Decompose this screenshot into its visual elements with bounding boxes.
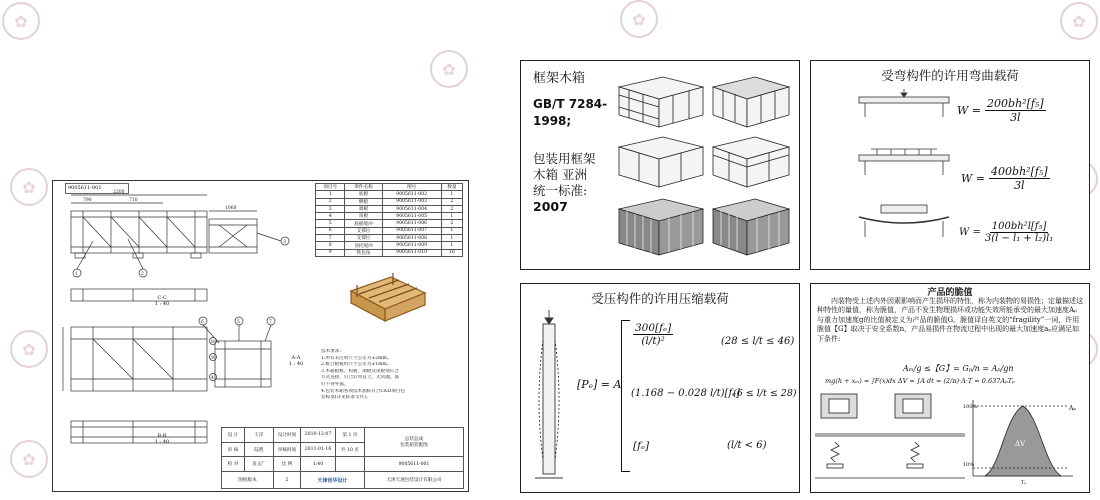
parts-table-cell: 1 bbox=[441, 227, 462, 234]
watermark-logo: ✿ bbox=[10, 330, 48, 368]
svg-text:Tₚ: Tₚ bbox=[1021, 480, 1027, 486]
parts-table-cell: 4 bbox=[316, 213, 345, 220]
section-cc-label: C-C 1 : 40 bbox=[154, 295, 170, 307]
parts-table-cell: 7 bbox=[316, 235, 345, 242]
parts-table-cell: 顶托缓冲 bbox=[345, 242, 382, 249]
svg-text:2200: 2200 bbox=[113, 190, 125, 195]
parts-table-cell: 5 bbox=[316, 220, 345, 227]
parts-table-cell: 侧板 bbox=[345, 198, 382, 205]
parts-table-cell: 8 bbox=[316, 242, 345, 249]
svg-text:100%: 100% bbox=[963, 404, 978, 410]
compression-formula-lhs: [Pₑ] = A bbox=[577, 378, 622, 391]
parts-table-cell: 3 bbox=[316, 205, 345, 212]
parts-table-cell: 9005611-005 bbox=[382, 213, 441, 220]
fragility-condition: Aₘ/g ≤【G】= Gₚ/n = Aₚ/gn bbox=[903, 364, 1014, 373]
standard-description: 包装用框架 木箱 亚洲 统一标准: 2007 bbox=[533, 151, 596, 214]
formula-1: W = $\frac{\text{200bh²[f₅]}}{3l}$ bbox=[957, 97, 1044, 124]
formula-2: W = $\frac{\text{400bh²[f₅]}}{3l}$ bbox=[961, 165, 1048, 192]
compression-case-2: (1.168 − 0.028 l/t)[fₑ] bbox=[631, 388, 740, 399]
parts-table-cell: 支撑位 bbox=[345, 235, 382, 242]
slide1-title: 框架木箱 bbox=[533, 71, 586, 86]
parts-table-cell: 6 bbox=[316, 227, 345, 234]
svg-text:1: 1 bbox=[75, 272, 78, 277]
drop-test-diagram bbox=[815, 388, 975, 488]
technical-requirements: 技术要求: 1.所有未注明尺寸公差为±2mm。 2.框合板模料尺寸公差为±1mm。 3.木箱板框，构板，端板及顶板须钉合 方式连接，钉合后再直立，无问题，都 钉不得外露。 4.包装木箱各项技术指标符合CKD项目包 装标准(详见标准文件)。 bbox=[321, 349, 461, 402]
compression-brace bbox=[621, 320, 630, 472]
parts-table-cell: 2 bbox=[441, 198, 462, 205]
parts-table-cell: 底板 bbox=[345, 191, 382, 198]
parts-table-row bbox=[316, 220, 463, 227]
svg-text:3: 3 bbox=[283, 240, 286, 245]
parts-table-cell: 支撑位 bbox=[345, 227, 382, 234]
slide-compression-load bbox=[520, 283, 800, 493]
parts-table-cell: 顶板 bbox=[345, 213, 382, 220]
parts-table-row bbox=[316, 249, 463, 256]
parts-table-row bbox=[316, 191, 463, 198]
watermark-logo: ✿ bbox=[2, 2, 40, 40]
engineering-drawing-sheet bbox=[52, 180, 469, 492]
title-block: 设 计 王洋 设计时间 2010-12-07 第 1 页 总装总成 包装箱装配图 审 核 陆凯 审核时间 2011-01-16 共 10 页 校 对 袁文广 比 例 1:40 9005611-001 图纸版本 2 天津创华设计 天津天展包装设计有限公司 bbox=[221, 427, 464, 489]
watermark-logo: ✿ bbox=[620, 0, 658, 38]
watermark-logo: ✿ bbox=[10, 168, 48, 206]
svg-text:ΔV: ΔV bbox=[1015, 440, 1026, 448]
svg-text:1060: 1060 bbox=[225, 206, 237, 211]
svg-text:7: 7 bbox=[269, 320, 272, 325]
parts-table-cell: 9005611-004 bbox=[382, 205, 441, 212]
slide3-title: 受压构件的许用压缩载荷 bbox=[591, 291, 729, 306]
column-diagram bbox=[529, 310, 569, 490]
watermark-logo: ✿ bbox=[1060, 2, 1098, 40]
svg-text:Aₚ: Aₚ bbox=[1069, 405, 1076, 412]
parts-table-cell: 1 bbox=[441, 191, 462, 198]
slide-bending-load bbox=[810, 60, 1090, 270]
parts-table-cell: 9005611-010 bbox=[382, 249, 441, 256]
parts-table-cell: 端板 bbox=[345, 205, 382, 212]
acceleration-pulse-graph bbox=[963, 396, 1083, 486]
notes-title: 技术要求: bbox=[321, 349, 341, 354]
parts-table-cell: 9005611-009 bbox=[382, 242, 441, 249]
parts-table-cell: 1 bbox=[441, 242, 462, 249]
compression-case-1: 300[fₑ] (l/t)² bbox=[635, 322, 672, 347]
parts-table-cell: 9005611-002 bbox=[382, 191, 441, 198]
parts-table-cell: 9005611-008 bbox=[382, 235, 441, 242]
slide-product-fragility bbox=[810, 283, 1090, 493]
svg-text:8: 8 bbox=[211, 340, 214, 345]
watermark-logo: ✿ bbox=[10, 440, 48, 478]
svg-text:710: 710 bbox=[129, 198, 138, 203]
fragility-paragraph: 内装物受上述内外因素影响而产生损坏的特性，称为内装物的易损性；定量描述这种特性的量值，称为脆值，产品不发生物理损坏或功能失效所能承受的最大加速度Aₚ与重力加速度g的比值被定义为产品的脆值G。脆值译自英文的“fragility”一词，许用脆值【G】取决于安全系数n，产品易损件在物流过程中出现的最大加速度aₚ应满足如下条件: bbox=[817, 297, 1083, 343]
isometric-crate-image bbox=[351, 273, 425, 321]
slide4-title: 产品的脆值 bbox=[927, 288, 973, 298]
parts-table-cell: 9005611-006 bbox=[382, 220, 441, 227]
standard-number: GB/T 7284- 1998; bbox=[533, 97, 608, 128]
parts-table-row bbox=[316, 235, 463, 242]
svg-text:4: 4 bbox=[211, 376, 214, 381]
section-aa-label: A-A 1 : 40 bbox=[288, 355, 304, 367]
parts-table-cell: 9005611-003 bbox=[382, 198, 441, 205]
section-bb-label: B-B 1 : 40 bbox=[154, 433, 170, 445]
svg-text:790: 790 bbox=[83, 198, 92, 203]
fragility-equation: mg(h + xₘ) = ∫F(x)dx ΔV = ∫A dt = (2/π)·A·T = 0.637AₚTₚ bbox=[825, 377, 1015, 385]
parts-table-row bbox=[316, 227, 463, 234]
parts-table-cell: 9 bbox=[316, 249, 345, 256]
parts-table: 项目号 零件名称 图号 数量 1 底板 9005611-002 1 2 侧板 9005611-003 2 3 端板 9005611-004 2 4 顶板 9005611-005 1 5 底板缓冲 9005611-006 2 6 支撑位 9005611-007 1 7 支撑位 9005611-008 1 8 顶托缓冲 9005611-009 1 9 铁包角 9005611-010 16 bbox=[315, 183, 463, 257]
version-label: 图纸版本 bbox=[222, 472, 274, 489]
parts-table-row bbox=[316, 213, 463, 220]
parts-table-cell: 1 bbox=[441, 235, 462, 242]
compression-cond-3: (l/t < 6) bbox=[727, 440, 767, 451]
parts-table-cell: 1 bbox=[441, 213, 462, 220]
svg-text:9: 9 bbox=[211, 356, 214, 361]
parts-table-row bbox=[316, 242, 463, 249]
compression-case-3: [fₑ] bbox=[633, 440, 650, 452]
compression-cond-1: (28 ≤ l/t ≤ 46) bbox=[721, 336, 795, 347]
svg-text:10%: 10% bbox=[963, 462, 975, 468]
beam-diagrams bbox=[851, 87, 961, 267]
parts-table-cell: 底板缓冲 bbox=[345, 220, 382, 227]
drawing-code-box: 9005611-001 bbox=[65, 183, 129, 194]
parts-table-cell: 2 bbox=[441, 220, 462, 227]
parts-table-row bbox=[316, 198, 463, 205]
svg-text:5: 5 bbox=[237, 320, 240, 325]
formula-3: W = $\frac{\text{100bh²l[f₅]}}{\text{3(l − l₁ + l₂)l₁}}$ bbox=[959, 221, 1054, 244]
crate-illustrations bbox=[613, 65, 793, 265]
svg-text:6: 6 bbox=[201, 320, 204, 325]
parts-table-cell: 9005611-007 bbox=[382, 227, 441, 234]
compression-cond-2: (6 ≤ l/t ≤ 28) bbox=[733, 388, 797, 399]
slide2-title: 受弯构件的许用弯曲载荷 bbox=[881, 68, 1019, 83]
parts-table-row bbox=[316, 205, 463, 212]
parts-table-cell: 2 bbox=[441, 205, 462, 212]
company-logo: 天津创华设计 bbox=[301, 472, 365, 489]
parts-table-cell: 2 bbox=[316, 198, 345, 205]
slide-frame-crate bbox=[520, 60, 800, 270]
watermark-logo: ✿ bbox=[430, 50, 468, 88]
svg-text:2: 2 bbox=[141, 272, 144, 277]
parts-table-cell: 16 bbox=[441, 249, 462, 256]
parts-table-cell: 铁包角 bbox=[345, 249, 382, 256]
parts-table-cell: 1 bbox=[316, 191, 345, 198]
